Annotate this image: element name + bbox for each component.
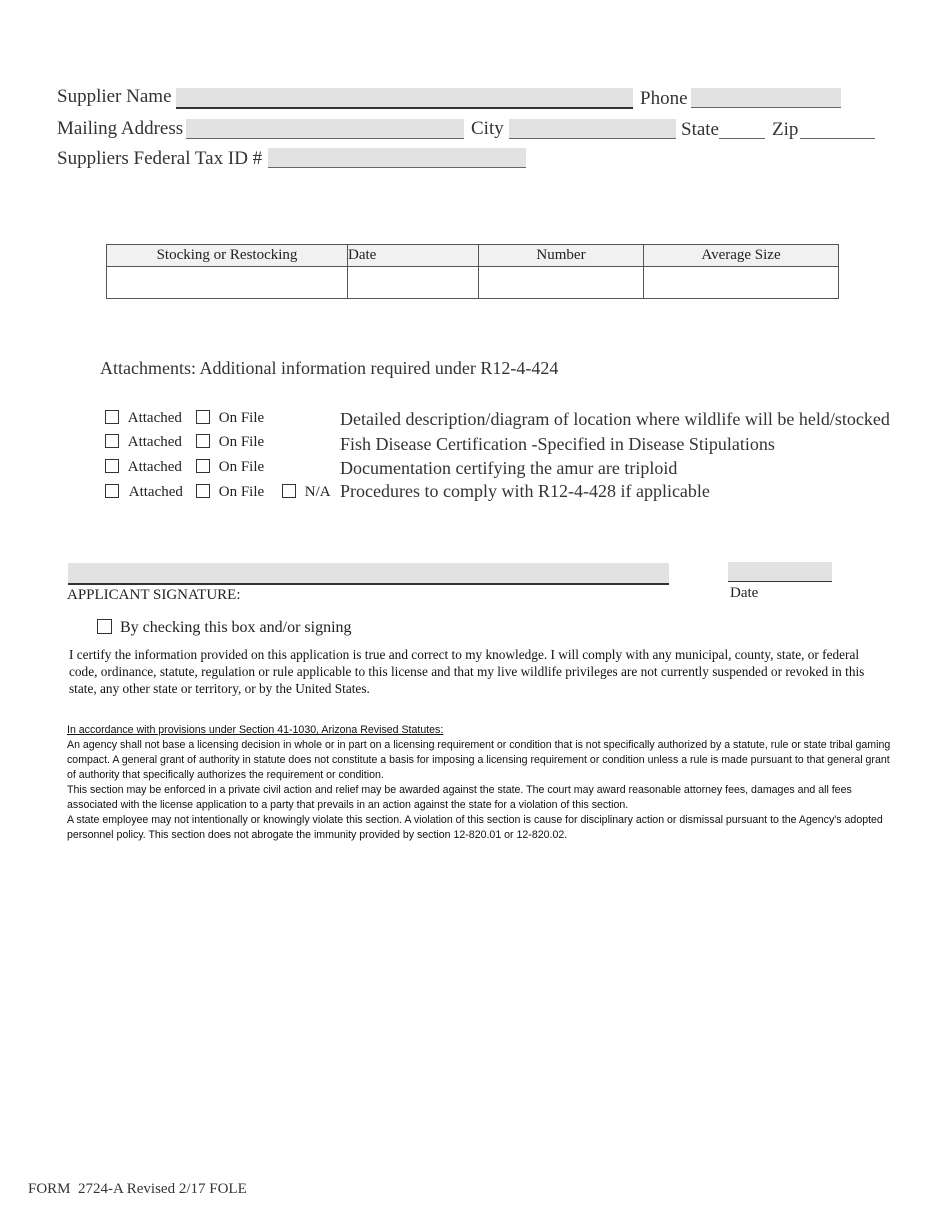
- attachment-description: Fish Disease Certification -Specified in Disease Stipulations: [340, 434, 775, 454]
- statute-paragraph: This section may be enforced in a private civil action and relief may be awarded against the state. The court may award reasonable attorney fees, damages and all fees associated with the license application to a party that prevails in an action against the state for a violation of this section.: [67, 784, 852, 811]
- city-label: City: [471, 118, 504, 139]
- table-header: Average Size: [644, 245, 839, 267]
- supplier-name-input[interactable]: [176, 88, 633, 109]
- table-header: Date: [348, 245, 479, 267]
- on-file-label: On File: [218, 434, 265, 450]
- attached-checkbox[interactable]: [105, 434, 119, 448]
- table-header: Number: [479, 245, 644, 267]
- attachment-description: Documentation certifying the amur are triploid: [340, 458, 678, 478]
- attachment-row: [196, 459, 264, 476]
- zip-label: Zip: [772, 119, 799, 140]
- state-label: State: [681, 119, 719, 140]
- signature-date-label: Date: [730, 585, 759, 601]
- statute-paragraph: An agency shall not base a licensing decision in whole or in part on a licensing requirement or condition that is not specifically authorized by a statute, rule or state tribal gaming compact. A general grant of authority in statute does not constitute a basis for imposing a licensing requirement or condition unless a rule is made pursuant to that general grant of authority that specifically authorizes the requirement or condition.: [67, 739, 891, 781]
- attachments-title: Attachments: Additional information required under R12-4-424: [100, 358, 559, 378]
- statute-paragraph: A state employee may not intentionally or knowingly violate this section. A violation of this section is cause for disciplinary action or dismissal pursuant to the Agency's adopted personnel policy. This section does not abrogate the immunity provided by section 12-820.01 or 12-820.02.: [67, 814, 883, 841]
- certify-checkbox[interactable]: [97, 619, 112, 634]
- on-file-checkbox[interactable]: [196, 410, 210, 424]
- attachment-row: [196, 434, 264, 451]
- city-input[interactable]: [509, 119, 676, 139]
- table-header: Stocking or Restocking: [107, 245, 348, 267]
- on-file-checkbox[interactable]: [196, 459, 210, 473]
- na-label: N/A: [304, 484, 331, 500]
- attachment-row: [282, 484, 331, 501]
- on-file-label: On File: [218, 484, 265, 500]
- phone-label: Phone: [640, 88, 688, 109]
- table-cell-average-size[interactable]: [644, 267, 839, 299]
- statute-section: [67, 723, 897, 843]
- certify-statement: I certify the information provided on this application is true and correct to my knowledge. I will comply with any municipal, county, state, or federal code, ordinance, statute, regulation or rule applicable to this license and that my live wildlife privileges are not currently suspended or revoked in this state, any other state or territory, or by the United States.: [69, 647, 865, 696]
- attachment-row: [105, 434, 182, 451]
- attached-checkbox[interactable]: [105, 459, 119, 473]
- table-cell-number[interactable]: [479, 267, 644, 299]
- applicant-signature-label: APPLICANT SIGNATURE:: [67, 587, 241, 603]
- tax-id-label: Suppliers Federal Tax ID #: [57, 148, 263, 169]
- applicant-signature-input[interactable]: [68, 563, 669, 585]
- on-file-checkbox[interactable]: [196, 484, 210, 498]
- attachment-description: Procedures to comply with R12-4-428 if applicable: [340, 481, 710, 501]
- state-input[interactable]: [719, 119, 765, 139]
- attached-checkbox[interactable]: [105, 410, 119, 424]
- attached-label: Attached: [127, 434, 182, 450]
- attachment-row: [105, 484, 183, 501]
- attached-checkbox[interactable]: [105, 484, 119, 498]
- phone-input[interactable]: [691, 88, 841, 108]
- attachment-description: Detailed description/diagram of location where wildlife will be held/stocked: [340, 409, 890, 429]
- certify-checkbox-label: By checking this box and/or signing: [120, 619, 352, 636]
- signature-date-input[interactable]: [728, 562, 832, 582]
- on-file-label: On File: [218, 459, 265, 475]
- attached-label: Attached: [127, 410, 182, 426]
- stocking-table: [106, 244, 839, 299]
- mailing-address-label: Mailing Address: [57, 118, 184, 139]
- tax-id-input[interactable]: [268, 148, 526, 168]
- attachment-row: [105, 459, 182, 476]
- attached-label: Attached: [128, 484, 183, 500]
- supplier-name-label: Supplier Name: [57, 86, 172, 107]
- table-cell-stocking[interactable]: [107, 267, 348, 299]
- certify-checkbox-row: [97, 619, 352, 637]
- on-file-label: On File: [218, 410, 265, 426]
- zip-input[interactable]: [800, 119, 875, 139]
- table-cell-date[interactable]: [348, 267, 479, 299]
- attached-label: Attached: [127, 459, 182, 475]
- attachment-row: [196, 410, 264, 427]
- attachment-row: [196, 484, 264, 501]
- on-file-checkbox[interactable]: [196, 434, 210, 448]
- mailing-address-input[interactable]: [186, 119, 464, 139]
- form-id: FORM 2724-A Revised 2/17 FOLE: [28, 1181, 247, 1197]
- na-checkbox[interactable]: [282, 484, 296, 498]
- statute-heading: In accordance with provisions under Section 41-1030, Arizona Revised Statutes:: [67, 724, 444, 736]
- attachment-row: [105, 410, 182, 427]
